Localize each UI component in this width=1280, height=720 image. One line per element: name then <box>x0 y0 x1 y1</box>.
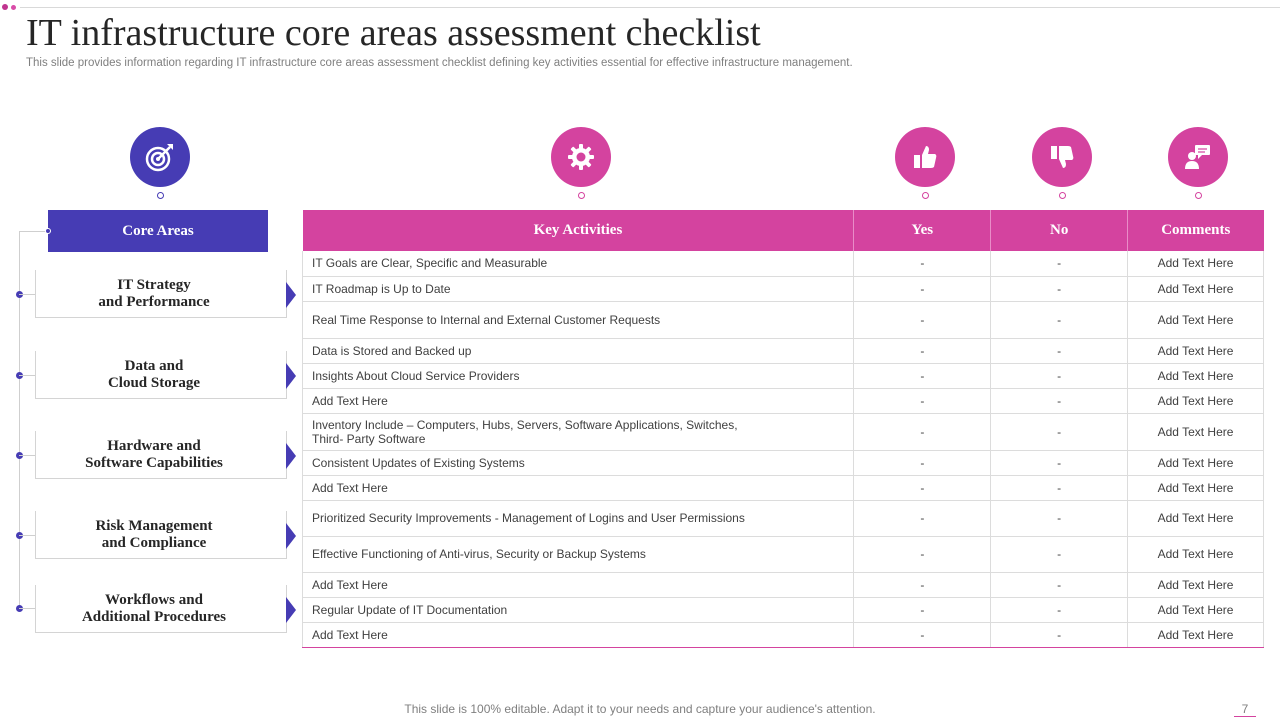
no-cell: - <box>991 622 1128 647</box>
yes-cell: - <box>854 363 991 388</box>
core-area-workflows <box>35 585 286 633</box>
target-icon <box>130 127 190 187</box>
checklist-table <box>302 210 1264 648</box>
arrow-icon <box>286 363 296 389</box>
table-row <box>303 536 1264 572</box>
icon-connector-dot <box>578 192 585 199</box>
no-cell: - <box>991 536 1128 572</box>
table-row <box>303 276 1264 301</box>
activity-cell: Data is Stored and Backed up <box>303 338 854 363</box>
core-area-it-strategy <box>35 270 286 318</box>
header-comments: Comments <box>1128 210 1264 251</box>
thumbs-down-icon <box>1032 127 1092 187</box>
comment-cell: Add Text Here <box>1128 363 1264 388</box>
table-row <box>303 338 1264 363</box>
icon-connector-dot <box>1059 192 1066 199</box>
table-row <box>303 622 1264 647</box>
arrow-icon <box>286 443 296 469</box>
comment-cell: Add Text Here <box>1128 572 1264 597</box>
core-areas-header: Core Areas <box>48 210 268 252</box>
icon-connector-dot <box>1195 192 1202 199</box>
table-row <box>303 251 1264 276</box>
table-row <box>303 450 1264 475</box>
yes-cell: - <box>854 413 991 450</box>
no-cell: - <box>991 251 1128 276</box>
activity-cell: Real Time Response to Internal and External Customer Requests <box>303 301 854 338</box>
comment-cell: Add Text Here <box>1128 413 1264 450</box>
table-row <box>303 363 1264 388</box>
no-cell: - <box>991 572 1128 597</box>
no-cell: - <box>991 413 1128 450</box>
gear-icon <box>551 127 611 187</box>
table-header-row <box>303 210 1264 251</box>
core-area-label: Data and Cloud Storage <box>107 357 201 391</box>
yes-cell: - <box>854 475 991 500</box>
no-cell: - <box>991 363 1128 388</box>
activity-cell: Prioritized Security Improvements - Management of Logins and User Permissions <box>303 500 854 536</box>
header-yes: Yes <box>854 210 991 251</box>
header-key-activities: Key Activities <box>303 210 854 251</box>
table-row <box>303 572 1264 597</box>
icon-connector-dot <box>922 192 929 199</box>
table-row <box>303 301 1264 338</box>
activity-cell: Add Text Here <box>303 622 854 647</box>
table-row <box>303 475 1264 500</box>
yes-cell: - <box>854 572 991 597</box>
connector-line <box>19 535 35 536</box>
core-area-label: Workflows and Additional Procedures <box>81 591 227 625</box>
activity-cell: Consistent Updates of Existing Systems <box>303 450 854 475</box>
comment-cell: Add Text Here <box>1128 276 1264 301</box>
comment-cell: Add Text Here <box>1128 622 1264 647</box>
activity-cell: Add Text Here <box>303 388 854 413</box>
no-cell: - <box>991 450 1128 475</box>
comment-cell: Add Text Here <box>1128 251 1264 276</box>
footer-note: This slide is 100% editable. Adapt it to your needs and capture your audience's attention. <box>404 702 876 716</box>
connector-line <box>19 375 35 376</box>
no-cell: - <box>991 276 1128 301</box>
no-cell: - <box>991 388 1128 413</box>
thumbs-up-icon <box>895 127 955 187</box>
core-area-data-cloud <box>35 351 286 399</box>
comment-cell: Add Text Here <box>1128 301 1264 338</box>
activity-cell: Regular Update of IT Documentation <box>303 597 854 622</box>
activity-cell: Add Text Here <box>303 475 854 500</box>
connector-line <box>19 455 35 456</box>
activity-cell: Add Text Here <box>303 572 854 597</box>
comment-cell: Add Text Here <box>1128 597 1264 622</box>
yes-cell: - <box>854 251 991 276</box>
connector-line <box>19 608 35 609</box>
comment-cell: Add Text Here <box>1128 536 1264 572</box>
no-cell: - <box>991 301 1128 338</box>
table-row <box>303 597 1264 622</box>
core-area-label: IT Strategy and Performance <box>98 276 210 310</box>
yes-cell: - <box>854 450 991 475</box>
table-row <box>303 388 1264 413</box>
table-row <box>303 500 1264 536</box>
table-row <box>303 413 1264 450</box>
yes-cell: - <box>854 276 991 301</box>
corner-dot <box>11 5 16 10</box>
top-divider <box>20 7 1280 8</box>
no-cell: - <box>991 597 1128 622</box>
yes-cell: - <box>854 338 991 363</box>
yes-cell: - <box>854 597 991 622</box>
comment-cell: Add Text Here <box>1128 450 1264 475</box>
comment-cell: Add Text Here <box>1128 475 1264 500</box>
arrow-icon <box>286 523 296 549</box>
no-cell: - <box>991 500 1128 536</box>
connector-line <box>19 294 35 295</box>
yes-cell: - <box>854 536 991 572</box>
connector-dot <box>45 228 51 234</box>
connector-line <box>19 231 20 609</box>
comment-cell: Add Text Here <box>1128 500 1264 536</box>
activity-cell: Insights About Cloud Service Providers <box>303 363 854 388</box>
activity-cell: IT Goals are Clear, Specific and Measurable <box>303 251 854 276</box>
activity-cell: Effective Functioning of Anti-virus, Security or Backup Systems <box>303 536 854 572</box>
core-area-label: Hardware and Software Capabilities <box>85 437 223 471</box>
activity-cell: Inventory Include – Computers, Hubs, Servers, Software Applications, Switches, Third- Party Software <box>303 413 854 450</box>
core-area-risk-compliance <box>35 511 286 559</box>
no-cell: - <box>991 338 1128 363</box>
icon-connector-dot <box>157 192 164 199</box>
page-title: IT infrastructure core areas assessment checklist <box>26 12 761 54</box>
corner-dot <box>2 4 8 10</box>
comment-cell: Add Text Here <box>1128 338 1264 363</box>
core-area-hardware-software <box>35 431 286 479</box>
core-area-label: Risk Management and Compliance <box>95 517 213 551</box>
page-number: 7 <box>1234 702 1256 717</box>
arrow-icon <box>286 597 296 623</box>
comment-cell: Add Text Here <box>1128 388 1264 413</box>
activity-cell: IT Roadmap is Up to Date <box>303 276 854 301</box>
yes-cell: - <box>854 301 991 338</box>
page-subtitle: This slide provides information regarding IT infrastructure core areas assessment checklist defining key activities essential for effective infrastructure management. <box>26 57 853 69</box>
no-cell: - <box>991 475 1128 500</box>
header-no: No <box>991 210 1128 251</box>
yes-cell: - <box>854 388 991 413</box>
comment-icon <box>1168 127 1228 187</box>
yes-cell: - <box>854 500 991 536</box>
arrow-icon <box>286 282 296 308</box>
yes-cell: - <box>854 622 991 647</box>
